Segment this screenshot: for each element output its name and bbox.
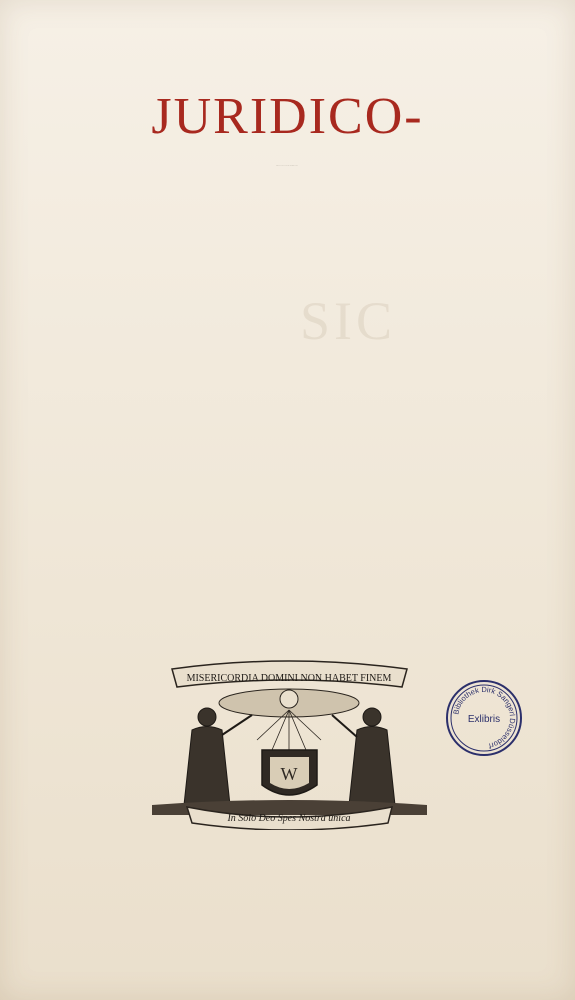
vignette-banner-bottom: In Solo Deo Spes Nostra unica [227,813,351,824]
svg-text:W: W [280,764,298,784]
show-through-text: SIC [300,291,397,351]
printers-device-vignette [152,655,427,830]
title-line-politico: POLITICO-PHILOLOGICO- [276,166,299,167]
vignette-banner-top: MISERICORDIA DOMINI NON HABET FINEM [186,673,392,684]
library-exlibris-stamp [446,680,522,756]
stamp-ring-text: Bibliothek Dirk Sangerl Düsseldorf [451,684,518,751]
title-line-juridico: JURIDICO- [151,88,424,145]
stamp-center-text: Exlibris [467,714,501,725]
